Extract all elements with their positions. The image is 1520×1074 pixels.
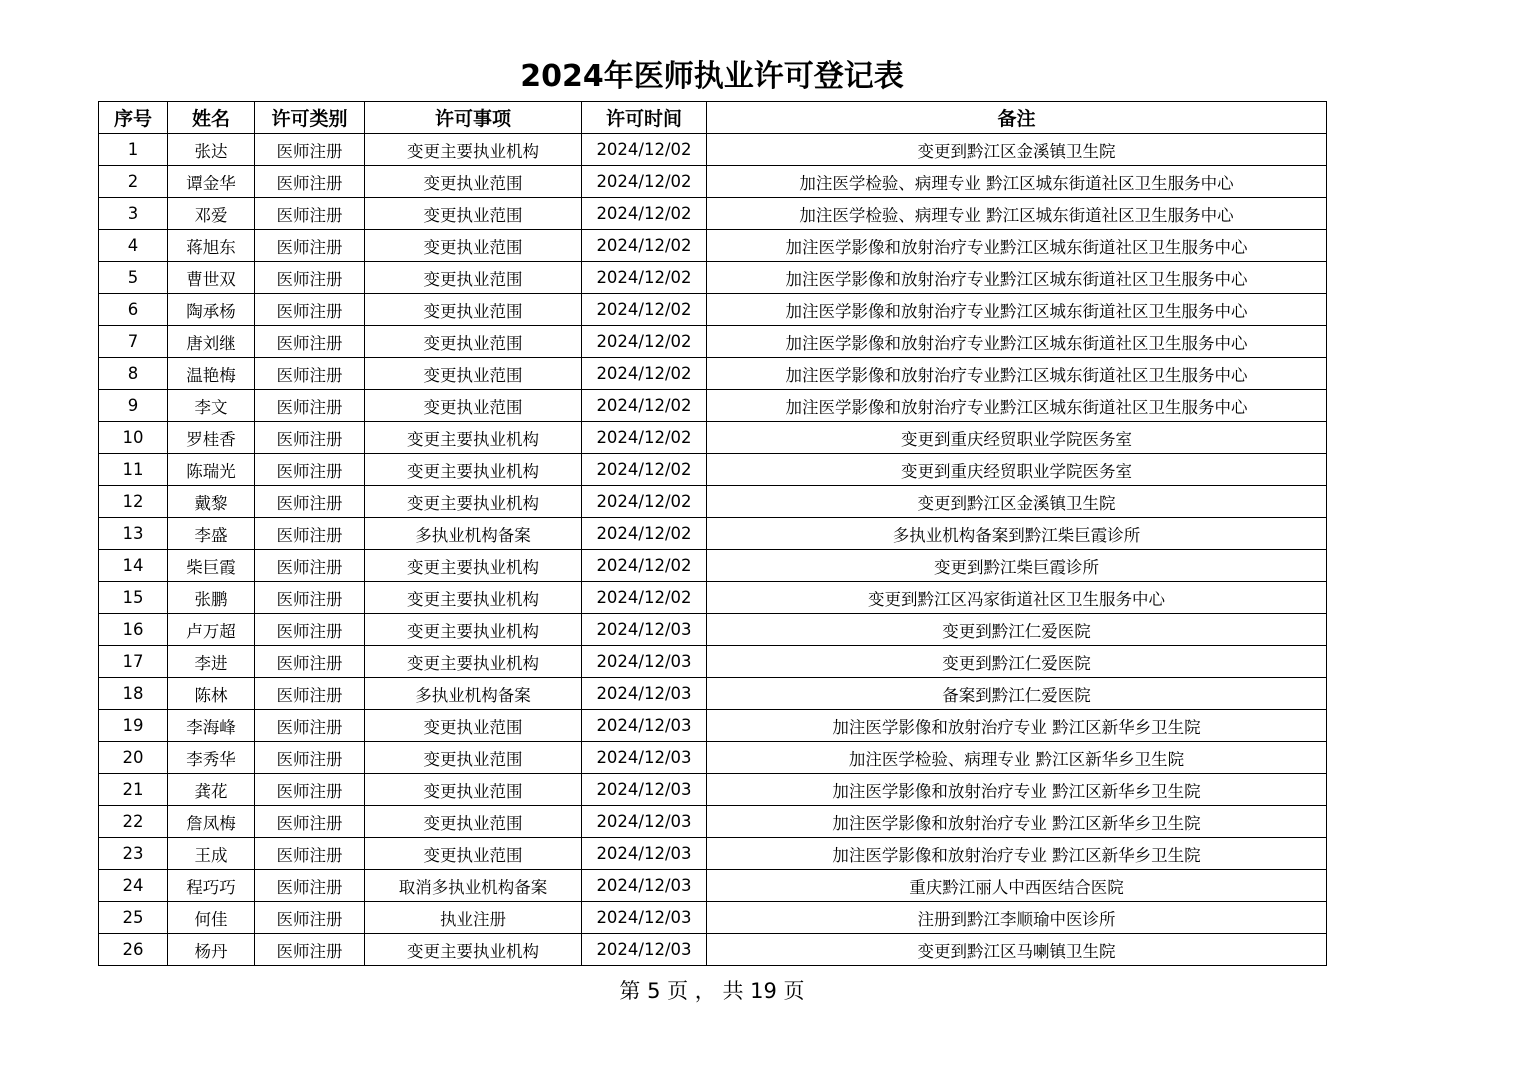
- cell-name: 李盛: [168, 518, 255, 550]
- cell-name: 陈瑞光: [168, 454, 255, 486]
- cell-time: 2024/12/03: [582, 806, 707, 838]
- cell-index: 20: [99, 742, 168, 774]
- cell-time: 2024/12/02: [582, 198, 707, 230]
- cell-name: 邓爱: [168, 198, 255, 230]
- cell-time: 2024/12/03: [582, 838, 707, 870]
- cell-item: 变更执业范围: [365, 838, 582, 870]
- cell-item: 变更执业范围: [365, 294, 582, 326]
- table-row: [99, 294, 1327, 326]
- cell-time: 2024/12/02: [582, 518, 707, 550]
- cell-category: 医师注册: [255, 838, 365, 870]
- cell-category: 医师注册: [255, 870, 365, 902]
- cell-name: 柴巨霞: [168, 550, 255, 582]
- registration-table: [98, 101, 1327, 966]
- cell-item: 变更执业范围: [365, 710, 582, 742]
- cell-category: 医师注册: [255, 262, 365, 294]
- cell-remark: 多执业机构备案到黔江柴巨霞诊所: [707, 518, 1327, 550]
- cell-category: 医师注册: [255, 390, 365, 422]
- cell-time: 2024/12/03: [582, 710, 707, 742]
- cell-category: 医师注册: [255, 230, 365, 262]
- cell-index: 7: [99, 326, 168, 358]
- cell-index: 3: [99, 198, 168, 230]
- table-row: [99, 486, 1327, 518]
- cell-item: 变更主要执业机构: [365, 614, 582, 646]
- cell-item: 多执业机构备案: [365, 518, 582, 550]
- cell-remark: 加注医学影像和放射治疗专业 黔江区新华乡卫生院: [707, 774, 1327, 806]
- cell-category: 医师注册: [255, 422, 365, 454]
- cell-name: 张鹏: [168, 582, 255, 614]
- cell-index: 8: [99, 358, 168, 390]
- cell-name: 戴黎: [168, 486, 255, 518]
- cell-remark: 变更到黔江柴巨霞诊所: [707, 550, 1327, 582]
- cell-index: 26: [99, 934, 168, 966]
- cell-name: 龚花: [168, 774, 255, 806]
- cell-remark: 加注医学影像和放射治疗专业 黔江区新华乡卫生院: [707, 838, 1327, 870]
- cell-item: 变更执业范围: [365, 774, 582, 806]
- cell-index: 10: [99, 422, 168, 454]
- cell-time: 2024/12/03: [582, 742, 707, 774]
- table-row: [99, 806, 1327, 838]
- table-row: [99, 454, 1327, 486]
- cell-category: 医师注册: [255, 902, 365, 934]
- cell-remark: 注册到黔江李顺瑜中医诊所: [707, 902, 1327, 934]
- cell-time: 2024/12/02: [582, 550, 707, 582]
- cell-item: 变更执业范围: [365, 198, 582, 230]
- cell-time: 2024/12/02: [582, 294, 707, 326]
- cell-remark: 变更到黔江区冯家街道社区卫生服务中心: [707, 582, 1327, 614]
- cell-remark: 加注医学检验、病理专业 黔江区新华乡卫生院: [707, 742, 1327, 774]
- cell-item: 变更主要执业机构: [365, 646, 582, 678]
- cell-time: 2024/12/03: [582, 902, 707, 934]
- cell-name: 罗桂香: [168, 422, 255, 454]
- cell-name: 唐刘继: [168, 326, 255, 358]
- cell-index: 11: [99, 454, 168, 486]
- cell-item: 变更执业范围: [365, 262, 582, 294]
- table-row: [99, 422, 1327, 454]
- table-row: [99, 678, 1327, 710]
- cell-remark: 变更到黔江仁爱医院: [707, 614, 1327, 646]
- table-row: [99, 902, 1327, 934]
- header-name: 姓名: [168, 102, 255, 134]
- table-row: [99, 262, 1327, 294]
- cell-time: 2024/12/03: [582, 678, 707, 710]
- cell-name: 温艳梅: [168, 358, 255, 390]
- cell-time: 2024/12/02: [582, 454, 707, 486]
- table-row: [99, 550, 1327, 582]
- cell-remark: 重庆黔江丽人中西医结合医院: [707, 870, 1327, 902]
- cell-item: 变更主要执业机构: [365, 422, 582, 454]
- page-footer: 第 5 页 ， 共 19 页: [619, 979, 805, 1003]
- cell-name: 程巧巧: [168, 870, 255, 902]
- cell-name: 陶承杨: [168, 294, 255, 326]
- cell-remark: 变更到重庆经贸职业学院医务室: [707, 422, 1327, 454]
- header-time: 许可时间: [582, 102, 707, 134]
- cell-index: 5: [99, 262, 168, 294]
- cell-name: 李文: [168, 390, 255, 422]
- header-remark: 备注: [707, 102, 1327, 134]
- table-row: [99, 582, 1327, 614]
- cell-index: 17: [99, 646, 168, 678]
- cell-item: 变更主要执业机构: [365, 550, 582, 582]
- cell-name: 李进: [168, 646, 255, 678]
- cell-category: 医师注册: [255, 134, 365, 166]
- cell-category: 医师注册: [255, 614, 365, 646]
- cell-name: 何佳: [168, 902, 255, 934]
- cell-name: 王成: [168, 838, 255, 870]
- cell-remark: 加注医学检验、病理专业 黔江区城东街道社区卫生服务中心: [707, 198, 1327, 230]
- cell-name: 杨丹: [168, 934, 255, 966]
- cell-time: 2024/12/02: [582, 390, 707, 422]
- cell-index: 18: [99, 678, 168, 710]
- cell-category: 医师注册: [255, 166, 365, 198]
- cell-time: 2024/12/02: [582, 166, 707, 198]
- cell-remark: 加注医学影像和放射治疗专业黔江区城东街道社区卫生服务中心: [707, 326, 1327, 358]
- cell-item: 变更执业范围: [365, 358, 582, 390]
- cell-index: 12: [99, 486, 168, 518]
- cell-category: 医师注册: [255, 710, 365, 742]
- cell-remark: 加注医学影像和放射治疗专业黔江区城东街道社区卫生服务中心: [707, 230, 1327, 262]
- cell-index: 16: [99, 614, 168, 646]
- cell-index: 19: [99, 710, 168, 742]
- cell-time: 2024/12/02: [582, 326, 707, 358]
- cell-category: 医师注册: [255, 646, 365, 678]
- cell-time: 2024/12/02: [582, 486, 707, 518]
- cell-category: 医师注册: [255, 934, 365, 966]
- cell-index: 4: [99, 230, 168, 262]
- cell-remark: 加注医学影像和放射治疗专业黔江区城东街道社区卫生服务中心: [707, 294, 1327, 326]
- table-row: [99, 166, 1327, 198]
- cell-time: 2024/12/03: [582, 774, 707, 806]
- cell-index: 22: [99, 806, 168, 838]
- cell-category: 医师注册: [255, 582, 365, 614]
- table-row: [99, 742, 1327, 774]
- cell-name: 蒋旭东: [168, 230, 255, 262]
- table-row: [99, 710, 1327, 742]
- page-title: 2024年医师执业许可登记表: [520, 59, 904, 94]
- table-row: [99, 934, 1327, 966]
- cell-index: 21: [99, 774, 168, 806]
- cell-remark: 变更到黔江区金溪镇卫生院: [707, 486, 1327, 518]
- table-row: [99, 358, 1327, 390]
- cell-category: 医师注册: [255, 294, 365, 326]
- cell-time: 2024/12/03: [582, 614, 707, 646]
- cell-item: 多执业机构备案: [365, 678, 582, 710]
- cell-category: 医师注册: [255, 454, 365, 486]
- table-row: [99, 198, 1327, 230]
- cell-name: 詹凤梅: [168, 806, 255, 838]
- cell-time: 2024/12/03: [582, 934, 707, 966]
- cell-remark: 变更到重庆经贸职业学院医务室: [707, 454, 1327, 486]
- cell-category: 医师注册: [255, 806, 365, 838]
- cell-remark: 加注医学检验、病理专业 黔江区城东街道社区卫生服务中心: [707, 166, 1327, 198]
- cell-category: 医师注册: [255, 486, 365, 518]
- cell-time: 2024/12/02: [582, 358, 707, 390]
- table-row: [99, 614, 1327, 646]
- cell-category: 医师注册: [255, 198, 365, 230]
- table-row: [99, 518, 1327, 550]
- cell-index: 6: [99, 294, 168, 326]
- cell-time: 2024/12/03: [582, 870, 707, 902]
- cell-name: 谭金华: [168, 166, 255, 198]
- cell-remark: 加注医学影像和放射治疗专业黔江区城东街道社区卫生服务中心: [707, 358, 1327, 390]
- table-row: [99, 326, 1327, 358]
- table-row: [99, 230, 1327, 262]
- cell-remark: 变更到黔江区金溪镇卫生院: [707, 134, 1327, 166]
- cell-time: 2024/12/02: [582, 422, 707, 454]
- table-row: [99, 870, 1327, 902]
- header-category: 许可类别: [255, 102, 365, 134]
- cell-item: 变更主要执业机构: [365, 486, 582, 518]
- cell-item: 变更执业范围: [365, 390, 582, 422]
- cell-remark: 变更到黔江区马喇镇卫生院: [707, 934, 1327, 966]
- cell-time: 2024/12/02: [582, 582, 707, 614]
- cell-category: 医师注册: [255, 774, 365, 806]
- cell-time: 2024/12/03: [582, 646, 707, 678]
- cell-index: 2: [99, 166, 168, 198]
- cell-category: 医师注册: [255, 678, 365, 710]
- cell-index: 14: [99, 550, 168, 582]
- header-item: 许可事项: [365, 102, 582, 134]
- cell-name: 卢万超: [168, 614, 255, 646]
- cell-remark: 备案到黔江仁爱医院: [707, 678, 1327, 710]
- cell-remark: 加注医学影像和放射治疗专业 黔江区新华乡卫生院: [707, 710, 1327, 742]
- cell-index: 15: [99, 582, 168, 614]
- cell-category: 医师注册: [255, 358, 365, 390]
- cell-item: 变更执业范围: [365, 326, 582, 358]
- cell-time: 2024/12/02: [582, 134, 707, 166]
- cell-category: 医师注册: [255, 550, 365, 582]
- cell-time: 2024/12/02: [582, 262, 707, 294]
- table-row: [99, 838, 1327, 870]
- cell-index: 9: [99, 390, 168, 422]
- cell-remark: 变更到黔江仁爱医院: [707, 646, 1327, 678]
- cell-item: 变更执业范围: [365, 806, 582, 838]
- header-index: 序号: [99, 102, 168, 134]
- cell-name: 曹世双: [168, 262, 255, 294]
- cell-item: 变更主要执业机构: [365, 582, 582, 614]
- table-row: [99, 774, 1327, 806]
- cell-time: 2024/12/02: [582, 230, 707, 262]
- table-header-row: [99, 102, 1327, 134]
- cell-name: 李秀华: [168, 742, 255, 774]
- cell-remark: 加注医学影像和放射治疗专业 黔江区新华乡卫生院: [707, 806, 1327, 838]
- cell-item: 变更主要执业机构: [365, 934, 582, 966]
- cell-index: 13: [99, 518, 168, 550]
- cell-category: 医师注册: [255, 742, 365, 774]
- cell-item: 变更主要执业机构: [365, 454, 582, 486]
- cell-name: 张达: [168, 134, 255, 166]
- table-row: [99, 646, 1327, 678]
- cell-item: 变更执业范围: [365, 166, 582, 198]
- cell-category: 医师注册: [255, 326, 365, 358]
- cell-remark: 加注医学影像和放射治疗专业黔江区城东街道社区卫生服务中心: [707, 262, 1327, 294]
- cell-item: 取消多执业机构备案: [365, 870, 582, 902]
- cell-index: 24: [99, 870, 168, 902]
- cell-item: 变更主要执业机构: [365, 134, 582, 166]
- cell-remark: 加注医学影像和放射治疗专业黔江区城东街道社区卫生服务中心: [707, 390, 1327, 422]
- cell-index: 1: [99, 134, 168, 166]
- cell-item: 执业注册: [365, 902, 582, 934]
- table-row: [99, 134, 1327, 166]
- cell-name: 李海峰: [168, 710, 255, 742]
- table-row: [99, 390, 1327, 422]
- cell-name: 陈林: [168, 678, 255, 710]
- cell-category: 医师注册: [255, 518, 365, 550]
- cell-item: 变更执业范围: [365, 230, 582, 262]
- cell-item: 变更执业范围: [365, 742, 582, 774]
- cell-index: 25: [99, 902, 168, 934]
- cell-index: 23: [99, 838, 168, 870]
